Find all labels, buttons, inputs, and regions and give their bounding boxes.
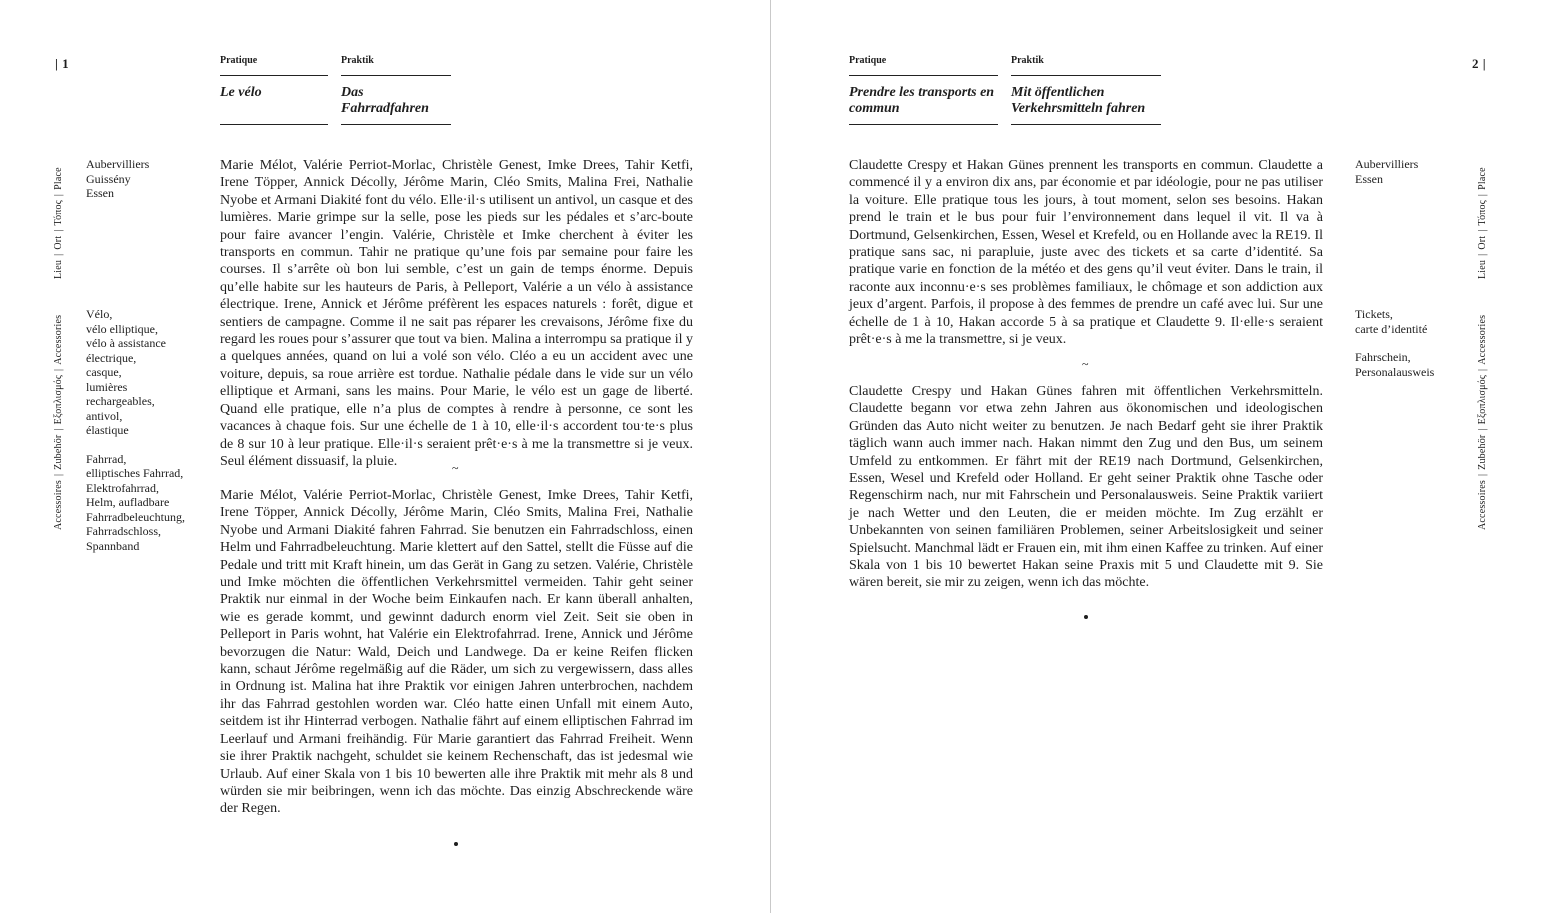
vlabel: Lieu xyxy=(53,259,64,279)
vertical-label-accessories: Accessoires|Zubehör|Εξοπλισμός|Accessories xyxy=(1477,314,1488,530)
left-page xyxy=(0,0,770,913)
header-label: Praktik xyxy=(1011,55,1161,76)
header-practice-fr xyxy=(849,55,998,125)
accessory-item: Elektrofahrrad, xyxy=(86,480,159,495)
accessory-item: elliptisches Fahrrad, xyxy=(86,466,184,480)
end-marker-dot xyxy=(1084,615,1088,619)
vertical-label-accessories: Accessoires|Zubehör|Εξοπλισμός|Accessories xyxy=(53,314,64,530)
accessories-fr xyxy=(86,307,211,438)
accessory-item: Fahrradbeleuchtung, xyxy=(86,509,185,524)
section-separator: ~ xyxy=(1082,357,1089,371)
accessory-item: Tickets, xyxy=(1355,307,1393,321)
header-label: Praktik xyxy=(341,55,451,76)
accessory-item: casque, xyxy=(86,365,122,379)
place-item: Aubervilliers xyxy=(1355,157,1419,171)
right-page xyxy=(771,0,1541,913)
accessory-item: Fahrschein, xyxy=(1355,350,1411,364)
accessory-item: Fahrradschloss, xyxy=(86,524,161,538)
accessory-item: vélo elliptique, xyxy=(86,321,158,336)
place-item: Essen xyxy=(1355,171,1383,186)
accessories-de xyxy=(1355,350,1475,379)
vlabel: Εξοπλισμός xyxy=(53,374,64,425)
vlabel: Lieu xyxy=(1477,259,1488,279)
accessory-item: antivol, xyxy=(86,408,123,423)
accessories-de xyxy=(86,452,211,554)
accessory-item: lumières xyxy=(86,379,128,394)
vlabel: Τόπος xyxy=(53,200,64,226)
vlabel: Place xyxy=(53,167,64,190)
vlabel: Accessoires xyxy=(53,480,64,530)
header-title: Le vélo xyxy=(220,76,328,125)
accessory-item: électrique, xyxy=(86,350,137,365)
paragraph: Marie Mélot, Valérie Perriot-Morlac, Christèle Genest, Imke Drees, Tahir Ketfi, Irene Töpper, Annick Décolly, Jérôme Marin, Cléo Smits, Malina Frei, Nathalie Nyobe und Armani Diakité fahren Fahrrad. Sie benutzen ein Fahrradschloss, einen Helm und Fahrradbeleuchtung. Marie klettert auf den Sattel, stellt die Füsse auf die Pedale und tritt mit Kraft hinein, um das Gerät in Gang zu setzen. Valérie, Christèle und Imke möchten die öffentlichen Verkehrsmittel vermeiden. Tahir geht seiner Praktik nur einmal in der Woche beim Einkaufen nach. Er kann überall anhalten, wie es gerade kommt, und gewinnt dadurch enorm viel Zeit. Seit sie oben in Pelleport in Paris wohnt, hat Valérie ein Elektrofahrrad. Irene, Annick und Jérôme bevorzugen die Natur: Wald, Deich und Landwege. Da er keine Reifen flicken kann, schaut Jérôme regelmäßig auf die Räder, um sich zu vergewissern, dass alles in Ordnung ist. Malina hat ihre Praktik vor einigen Jahren unterbrochen, nachdem ihr das Fahrrad gestohlen worden war. Cléo hatte einen Unfall mit einem Auto, seitdem ist ihr Hinterrad verbogen. Nathalie fährt auf einem elliptischen Fahrrad im Leerlauf und Armani freihändig. Für Marie garantiert das Fahrrad Freiheit. Wenn sie ihrer Praktik nachgeht, schuldet sie keinem Rechenschaft, das ist jedesmal wie Urlaub. Auf einer Skala von 1 bis 10 bewerten alle ihre Praktik mit mehr als 8 und würden sie mir beibringen, wenn ich das möchte. Das einzig Abschreckende wäre der Regen. xyxy=(220,488,693,817)
accessory-item: Personalausweis xyxy=(1355,364,1435,379)
accessory-item: Fahrrad, xyxy=(86,451,127,466)
page-number: | 1 xyxy=(55,56,70,71)
accessory-item: rechargeables, xyxy=(86,394,155,408)
body-text-fr xyxy=(220,157,693,470)
vlabel: Ort xyxy=(53,235,64,250)
accessories-list xyxy=(86,307,211,567)
header-title: Prendre les transports en commun xyxy=(849,76,998,125)
vlabel: Zubehör xyxy=(1477,434,1488,470)
paragraph: Marie Mélot, Valérie Perriot-Morlac, Christèle Genest, Imke Drees, Tahir Ketfi, Irene Töpper, Annick Décolly, Jérôme Marin, Cléo Smits, Malina Frei, Nathalie Nyobe et Armani Diakité font du vélo. Elle·il·s utilisent un antivol, un casque et des lumières. Marie grimpe sur la selle, pose les pieds sur les pédales et s’arc-boute pour faire avancer l’engin. Valérie, Christèle et Imke cherchent à éviter les transports en commun. Tahir ne pratique qu’une fois par semaine pour faire les courses. Il s’arrête où bon lui semble, c’est un gain de temps énorme. Depuis qu’elle habite sur les hauteurs de Paris, à Pelleport, Valérie a un vélo à assistance électrique. Irene, Annick et Jérôme préfèrent les espaces naturels : forêt, digue et sentiers de campagne. Comme il ne sait pas réparer les crevaisons, Jérôme fixe du regard les roues pour s’assurer que tout va bien. Malina a interrompu sa pratique il y a quelques années, quand on lui a volé son vélo. Cléo a eu un accident avec une voiture, depuis, sa roue arrière est tordue. Nathalie pédale dans le vide sur un vélo elliptique et Armani, sans les mains. Pour Marie, le vélo est un gage de liberté. Quand elle pratique, elle n’a plus de comptes à rendre à personne, ce sont les vacances à chaque fois. Sur une échelle de 1 à 10, elle·il·s accordent tou·te·s plus de 8 sur 10 à leur pratique. Elle·il·s seraient prêt·e·s à me la transmettre si je veux. Seul élément dissuasif, la pluie. xyxy=(220,158,693,469)
body-text-fr xyxy=(849,157,1323,348)
header-label: Pratique xyxy=(849,55,998,76)
body-text-de xyxy=(220,487,693,818)
accessory-item: élastique xyxy=(86,423,129,437)
header-practice-fr xyxy=(220,55,328,125)
place-item: Essen xyxy=(86,186,114,200)
page-number: 2 | xyxy=(1472,56,1487,71)
accessories-fr xyxy=(1355,307,1475,336)
accessory-item: Helm, aufladbare xyxy=(86,495,170,509)
vertical-label-place: Lieu|Ort|Τόπος|Place xyxy=(1477,167,1488,279)
vlabel: Zubehör xyxy=(53,434,64,470)
accessory-item: Vélo, xyxy=(86,307,113,321)
vlabel: Εξοπλισμός xyxy=(1477,374,1488,425)
places-list xyxy=(86,157,206,201)
vlabel: Place xyxy=(1477,167,1488,190)
header-title: Mit öffentlichen Verkehrsmitteln fahren xyxy=(1011,76,1161,125)
body-text-de xyxy=(849,383,1323,592)
places-list xyxy=(1355,157,1475,186)
accessories-list xyxy=(1355,307,1475,393)
end-marker-dot xyxy=(454,842,458,846)
header-practice-de xyxy=(341,55,451,125)
paragraph: Claudette Crespy und Hakan Günes fahren mit öffentlichen Verkehrsmitteln. Claudette begann vor etwa zehn Jahren aus ökonomischen und ideologischen Gründen das Auto nicht weiter zu benutzen. Je nach Bedarf geht sie ihrer Praktik täglich wann auch immer nach. Hakan nimmt den Zug und den Bus, um seinem Umfeld zu entkommen. Er fährt mit der RE19 nach Dortmund, Gelsenkirchen, Essen, Wesel und Krefeld oder Holland. Er geht seiner Praktik ohne Tasche oder Regenschirm nach, nur mit Fahrschein und Personalausweis. Seine Praktik variiert je nach Wetter und den Leuten, die er meiden möchte. Im Zug erzählt er Unbekannten von seinen familiären Problemen, seiner Arbeitslosigkeit und seiner Spielsucht. Manchmal lädt er Frauen ein, mit ihm einen Kaffee zu trinken. Auf einer Skala von 1 bis 10 bewertet Hakan seine Praxis mit 5 und Claudette mit 9. Sie wären bereit, sie mir zu zeigen, wenn ich das möchte. xyxy=(849,384,1323,591)
vlabel: Accessoires xyxy=(1477,480,1488,530)
header-title: Das Fahrradfahren xyxy=(341,76,451,125)
section-separator: ~ xyxy=(452,461,459,475)
accessory-item: carte d’identité xyxy=(1355,321,1428,336)
vlabel: Τόπος xyxy=(1477,200,1488,226)
place-item: Guissény xyxy=(86,171,131,186)
place-item: Aubervilliers xyxy=(86,157,150,171)
header-practice-de xyxy=(1011,55,1161,125)
header-label: Pratique xyxy=(220,55,328,76)
vlabel: Accessories xyxy=(53,314,64,365)
paragraph: Claudette Crespy et Hakan Günes prennent les transports en commun. Claudette a commencé il y a environ dix ans, par économie et par idéologie, pour ne pas utiliser la voiture. Elle pratique tous les jours, à tout moment, selon ses besoins. Hakan prend le train et le bus pour fuir l’environnement dans lequel il vit. Il va à Dortmund, Gelsenkirchen, Essen, Wesel et Krefeld, ou en Hollande avec la RE19. Il pratique sans sac, ni parapluie, juste avec des tickets et sa carte d’identité. Sa pratique varie en fonction de la météo et des gens qu’il veut éviter. Dans le train, il raconte aux inconnu·e·s ses problèmes familiaux, le chômage et son addiction aux jeux d’argent. Parfois, il propose à des femmes de prendre un café avec lui. Sur une échelle de 1 à 10, Hakan accorde 5 à sa pratique et Claudette 9. Il·elle·s seraient prêt·e·s à me la transmettre, si je veux. xyxy=(849,158,1323,348)
accessory-item: vélo à assistance xyxy=(86,336,166,350)
vertical-label-place: Lieu|Ort|Τόπος|Place xyxy=(53,167,64,279)
accessory-item: Spannband xyxy=(86,538,140,553)
vlabel: Ort xyxy=(1477,235,1488,250)
vlabel: Accessories xyxy=(1477,314,1488,365)
